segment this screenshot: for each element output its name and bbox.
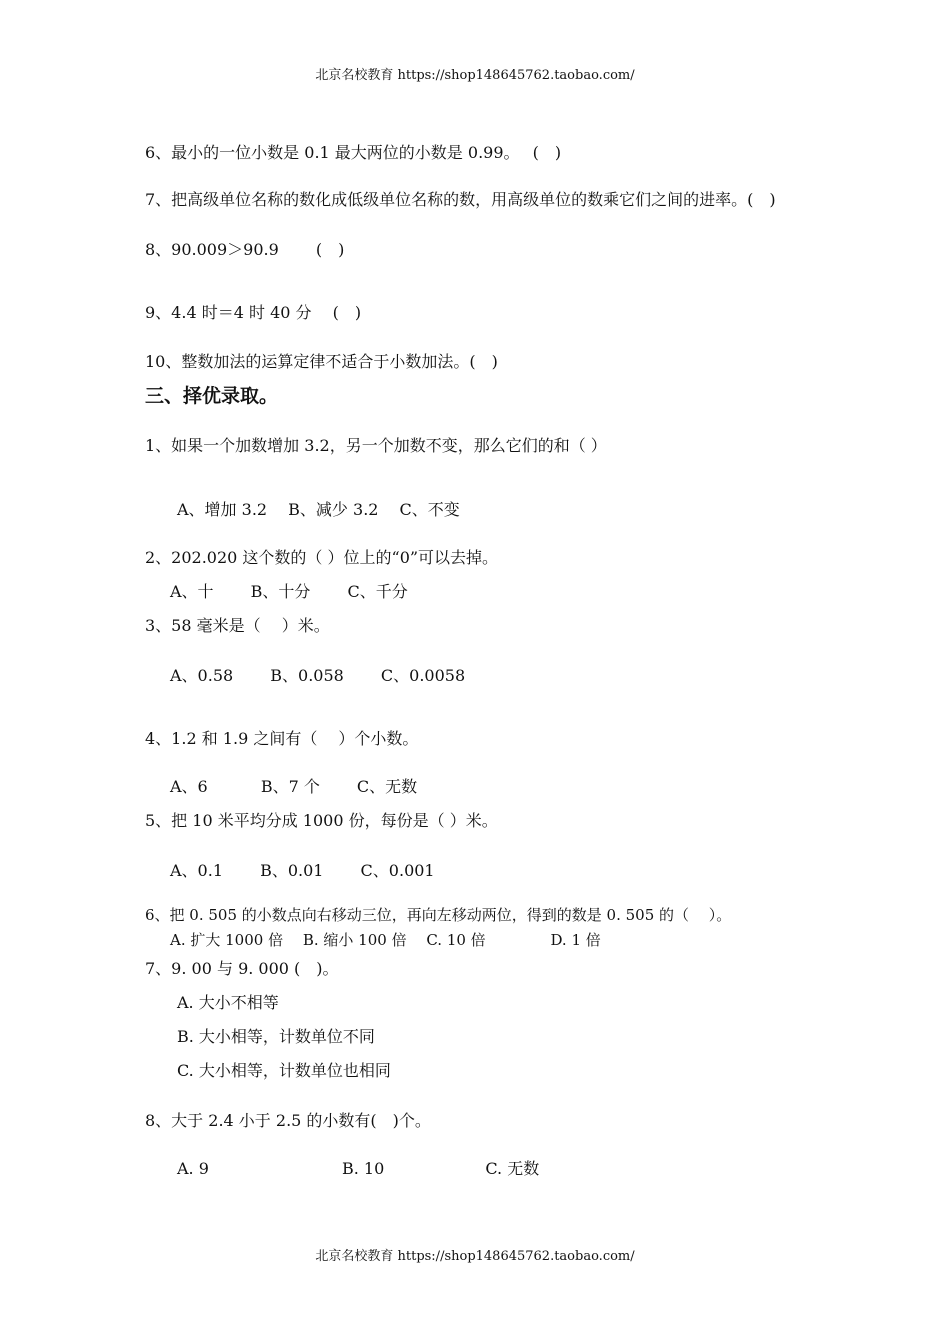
question-options: A、6 B、7 个 C、无数: [170, 777, 418, 796]
question-options: A、增加 3.2 B、减少 3.2 C、不变: [177, 500, 460, 519]
question-stem: 1、如果一个加数增加 3.2，另一个加数不变，那么它们的和（ ）: [145, 436, 607, 455]
question-stem: 5、把 10 米平均分成 1000 份，每份是（ ）米。: [145, 811, 498, 830]
question-options: A、0.58 B、0.058 C、0.0058: [170, 666, 466, 685]
judge-item: 8、90.009＞90.9 ( ): [145, 240, 345, 259]
question-option: C. 大小相等，计数单位也相同: [177, 1061, 391, 1080]
judge-item: 9、4.4 时＝4 时 40 分 ( ): [145, 303, 362, 322]
question-stem: 3、58 毫米是（ ）米。: [145, 616, 330, 635]
question-option: A. 大小不相等: [177, 993, 279, 1012]
question-option: B. 大小相等，计数单位不同: [177, 1027, 375, 1046]
page-header: 北京名校教育 https://shop148645762.taobao.com/: [315, 68, 635, 83]
question-stem: 2、202.020 这个数的（ ）位上的“0”可以去掉。: [145, 548, 499, 567]
judge-item: 6、最小的一位小数是 0.1 最大两位的小数是 0.99。 ( ): [145, 143, 562, 162]
section-title: 三、择优录取。: [145, 385, 279, 407]
question-options: A. 9 B. 10 C. 无数: [177, 1159, 540, 1178]
question-options: A、十 B、十分 C、千分: [170, 582, 408, 601]
question-stem: 6、把 0. 505 的小数点向右移动三位，再向左移动两位，得到的数是 0. 505 的（ ）。: [145, 906, 732, 924]
question-stem: 4、1.2 和 1.9 之间有（ ）个小数。: [145, 729, 419, 748]
judge-item: 7、把高级单位名称的数化成低级单位名称的数，用高级单位的数乘它们之间的进率。( ): [145, 190, 776, 209]
question-stem: 7、9. 00 与 9. 000 ( )。: [145, 959, 339, 978]
question-stem: 8、大于 2.4 小于 2.5 的小数有( )个。: [145, 1111, 431, 1130]
question-options: A、0.1 B、0.01 C、0.001: [170, 861, 435, 880]
question-options: A. 扩大 1000 倍 B. 缩小 100 倍 C. 10 倍 D. 1 倍: [170, 931, 601, 949]
judge-item: 10、整数加法的运算定律不适合于小数加法。( ): [145, 352, 498, 371]
page-footer: 北京名校教育 https://shop148645762.taobao.com/: [315, 1249, 635, 1264]
